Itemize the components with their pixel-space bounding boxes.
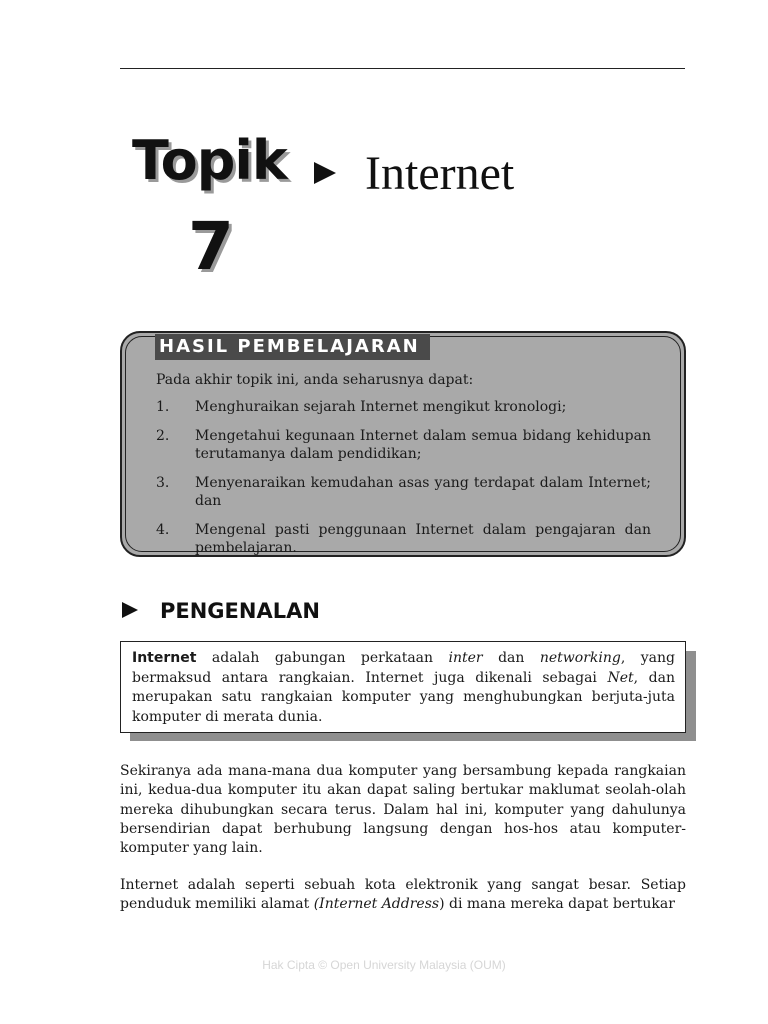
definition-term: Internet	[132, 650, 197, 666]
list-item	[156, 427, 651, 463]
list-item	[156, 474, 651, 510]
definition-text: , dan merupakan satu rangkaian komputer yang menghubungkan berjuta-juta komputer di merata dunia.	[132, 669, 675, 725]
item-number: 4.	[156, 522, 170, 538]
copyright-footer: Hak Cipta © Open University Malaysia (OUM)	[262, 958, 506, 972]
section-triangle-icon	[122, 602, 138, 618]
section-heading: PENGENALAN	[160, 599, 320, 623]
learning-outcomes-label: HASIL PEMBELAJARAN	[155, 334, 430, 360]
learning-outcomes-list	[156, 398, 651, 568]
definition-emphasis: Net	[607, 669, 634, 686]
triangle-right-icon	[314, 162, 336, 184]
page-title: Internet	[365, 147, 515, 200]
definition-emphasis: networking	[539, 650, 621, 666]
definition-emphasis: inter	[448, 650, 483, 666]
body-paragraph	[120, 876, 686, 915]
list-item	[156, 398, 651, 416]
definition-box	[120, 641, 686, 733]
definition-text: , yang bermaksud antara rangkaian. Internet juga dikenali sebagai	[132, 650, 675, 686]
item-number: 3.	[156, 475, 170, 491]
item-text: Mengenal pasti penggunaan Internet dalam pengajaran dan pembelajaran.	[195, 522, 651, 556]
definition-text: adalah gabungan perkataan	[196, 650, 449, 666]
definition-text: dan	[482, 650, 540, 666]
paragraph-text: ) di mana mereka dapat bertukar	[439, 896, 675, 913]
topic-label: Topik	[132, 129, 287, 192]
topic-number: 7	[188, 208, 234, 285]
header-rule	[120, 68, 685, 69]
item-number: 2.	[156, 428, 170, 444]
list-item	[156, 521, 651, 557]
learning-outcomes-intro: Pada akhir topik ini, anda seharusnya dapat:	[156, 372, 474, 388]
item-text: Menyenaraikan kemudahan asas yang terdapat dalam Internet; dan	[195, 475, 651, 509]
paragraph-emphasis: (Internet Address	[313, 896, 440, 913]
item-text: Mengetahui kegunaan Internet dalam semua bidang kehidupan terutamanya dalam pendidikan;	[195, 428, 651, 462]
item-text: Menghuraikan sejarah Internet mengikut kronologi;	[195, 399, 567, 415]
body-paragraph: Sekiranya ada mana-mana dua komputer yang bersambung kepada rangkaian ini, kedua-dua komputer itu akan dapat saling bertukar maklumat seolah-olah mereka dihubungkan secara terus. Dalam hal ini, komputer yang dahulunya bersendirian dapat berhubung langsung dengan hos-hos atau komputer-komputer yang lain.	[120, 763, 686, 857]
item-number: 1.	[156, 399, 170, 415]
paragraph-text: Internet adalah seperti sebuah kota elektronik yang sangat besar. Setiap penduduk memiliki alamat	[120, 877, 686, 913]
